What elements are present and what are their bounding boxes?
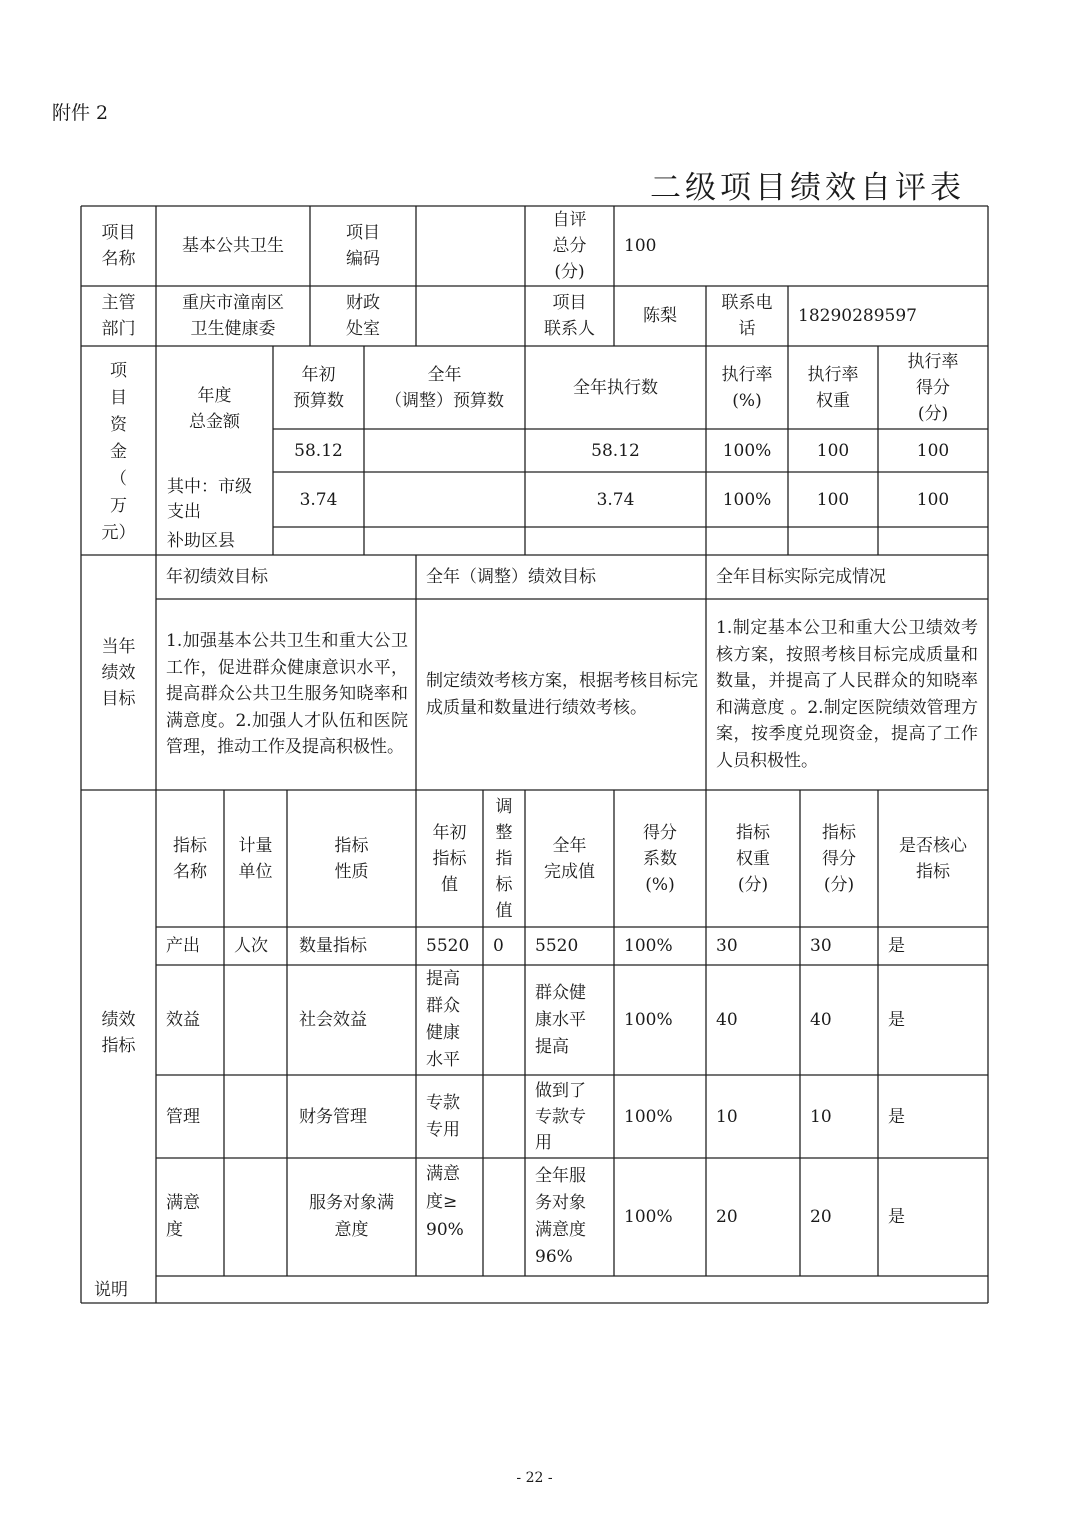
notes-label: 说明 [94,1280,128,1300]
contact-value: 陈梨 [643,306,677,326]
ind-row-unit: 人次 [234,936,268,956]
goals-adjusted-header: 全年（调整）绩效目标 [426,567,596,587]
contact-label: 项目 联系人 [544,293,595,339]
indicators-side-label: 绩效 指标 [101,1010,136,1056]
funds-side-char: 项 [110,361,127,381]
ind-row-nature: 服务对象满 意度 [309,1193,394,1240]
funds-score-header: 执行率 得分 (分) [907,351,959,424]
ind-header-name: 指标 名称 [173,835,207,882]
funds-row-adjusted [364,429,525,472]
ind-row-score: 10 [810,1106,832,1127]
funds-row-executed: 58.12 [591,440,640,461]
project-name-label: 项目 名称 [101,223,136,269]
funds-side-char: （ [110,469,127,489]
ind-row-nature: 社会效益 [299,1010,367,1030]
ind-header-core: 是否核心 指标 [899,835,967,882]
ind-row-unit [224,1075,287,1158]
ind-row-coef: 100% [624,1207,673,1227]
ind-row-coef: 100% [624,936,673,956]
ind-header-initial: 年初 指标 值 [432,822,467,895]
funds-adjusted-header: 全年 （调整）预算数 [385,364,504,411]
ind-row-actual: 做到了 专款专 用 [535,1080,586,1153]
ind-row-score: 20 [810,1207,832,1227]
ind-row-coef: 100% [624,1010,673,1030]
attachment-label: 附件 2 [52,102,109,124]
ind-header-score: 指标 得分 (分) [822,822,856,895]
ind-row-nature: 财务管理 [299,1106,367,1127]
funds-side-label [81,346,156,555]
ind-row-core: 是 [888,1207,905,1227]
ind-row-adjusted [483,1075,525,1158]
ind-row-unit [224,1158,287,1276]
ind-row-core: 是 [888,936,905,956]
page-title: 二级项目绩效自评表 [650,170,965,206]
ind-header-unit: 计量 单位 [238,835,273,882]
project-code-value [416,206,525,286]
funds-row-label: 补助区县 [167,531,235,551]
ind-row-adjusted [483,1158,525,1276]
ind-row-score: 40 [810,1010,832,1030]
goals-actual-header: 全年目标实际完成情况 [716,567,886,587]
funds-row-adjusted [364,472,525,527]
funds-initial-header: 年初 预算数 [293,364,344,411]
ind-row-nature: 数量指标 [299,936,367,956]
ind-row-name: 满意 度 [166,1193,200,1240]
funds-total-header: 年度 总金额 [189,386,240,432]
ind-row-initial: 满意 度≥ 90% [426,1164,464,1240]
funds-row-executed: 3.74 [596,489,635,510]
funds-side-char: 金 [110,442,127,462]
ind-row-core: 是 [888,1106,905,1127]
ind-row-actual: 全年服 务对象 满意度 96% [535,1166,586,1267]
funds-side-char: 目 [110,388,127,408]
goals-initial-header: 年初绩效目标 [166,567,268,587]
funds-executed-header: 全年执行数 [573,377,658,398]
score-label: 自评 总分 (分) [552,210,587,282]
ind-header-coef: 得分 系数 (%) [643,822,677,895]
page-number: - 22 - [516,1470,553,1486]
ind-header-adjusted: 调 整 指 标 值 [495,796,513,921]
ind-row-initial: 专款 专用 [426,1092,460,1140]
ind-row-score: 30 [810,936,832,956]
goals-side-label: 当年 绩效 目标 [101,636,136,709]
dept-label: 主管 部门 [101,293,136,339]
funds-row-initial: 58.12 [294,440,343,461]
funds-rate-header: 执行率 (%) [721,364,773,411]
funds-row-rate: 100% [722,489,772,510]
ind-row-weight: 20 [716,1207,738,1227]
finance-value [416,286,525,346]
funds-row-rate: 100% [722,440,772,461]
goals-initial-text: 1.加强基本公共卫生和重大公卫工作，促进群众健康意识水平，提高群众公共卫生服务知晓率和满意度。2.加强人才队伍和医院管理，推动工作及提高积极性。 [166,631,408,758]
ind-row-weight: 10 [716,1106,738,1127]
goals-adjusted-text: 制定绩效考核方案，根据考核目标完成质量和数量进行绩效考核。 [426,671,698,718]
phone-value: 18290289597 [798,306,917,326]
ind-row-coef: 100% [624,1106,673,1127]
goals-actual-text: 1.制定基本公卫和重大公卫绩效考核方案，按照考核目标完成质量和数量，并提高了人民群众的知晓率和满意度 。2.制定医院绩效管理方案，按季度兑现资金，提高了工作人员积极性。 [716,618,978,771]
score-value: 100 [624,236,657,256]
ind-row-actual: 5520 [535,936,579,956]
ind-row-adjusted: 0 [493,936,504,956]
funds-side-char: 资 [110,415,127,435]
ind-row-name: 产出 [166,936,200,956]
funds-row-label: 其中：市级 支出 [167,476,252,522]
funds-row-score: 100 [916,440,950,461]
notes-value [156,1276,988,1303]
funds-row-score: 100 [916,489,950,510]
ind-header-weight: 指标 权重 (分) [736,822,770,895]
ind-row-unit [224,965,287,1075]
phone-label: 联系电 话 [721,293,773,339]
ind-row-adjusted [483,965,525,1075]
ind-row-name: 效益 [166,1010,200,1030]
dept-value: 重庆市潼南区 卫生健康委 [182,293,284,339]
funds-row-weight: 100 [816,440,850,461]
ind-row-initial: 5520 [426,936,470,956]
ind-row-initial: 提高 群众 健康 水平 [426,969,460,1070]
ind-row-weight: 40 [716,1010,738,1030]
finance-label: 财政 处室 [346,293,380,339]
ind-row-name: 管理 [166,1106,200,1127]
ind-row-weight: 30 [716,936,738,956]
ind-row-actual: 群众健 康水平 提高 [535,982,586,1057]
project-code-label: 项目 编码 [346,223,380,269]
ind-row-core: 是 [888,1010,905,1030]
funds-side-char: 万 [110,496,127,516]
funds-row-initial: 3.74 [299,489,338,510]
funds-row-weight: 100 [816,489,850,510]
ind-header-actual: 全年 完成值 [544,835,595,882]
ind-header-nature: 指标 性质 [334,835,369,882]
funds-side-char: 元） [101,523,136,543]
funds-weight-header: 执行率 权重 [807,364,859,411]
project-name-value: 基本公共卫生 [182,236,284,256]
